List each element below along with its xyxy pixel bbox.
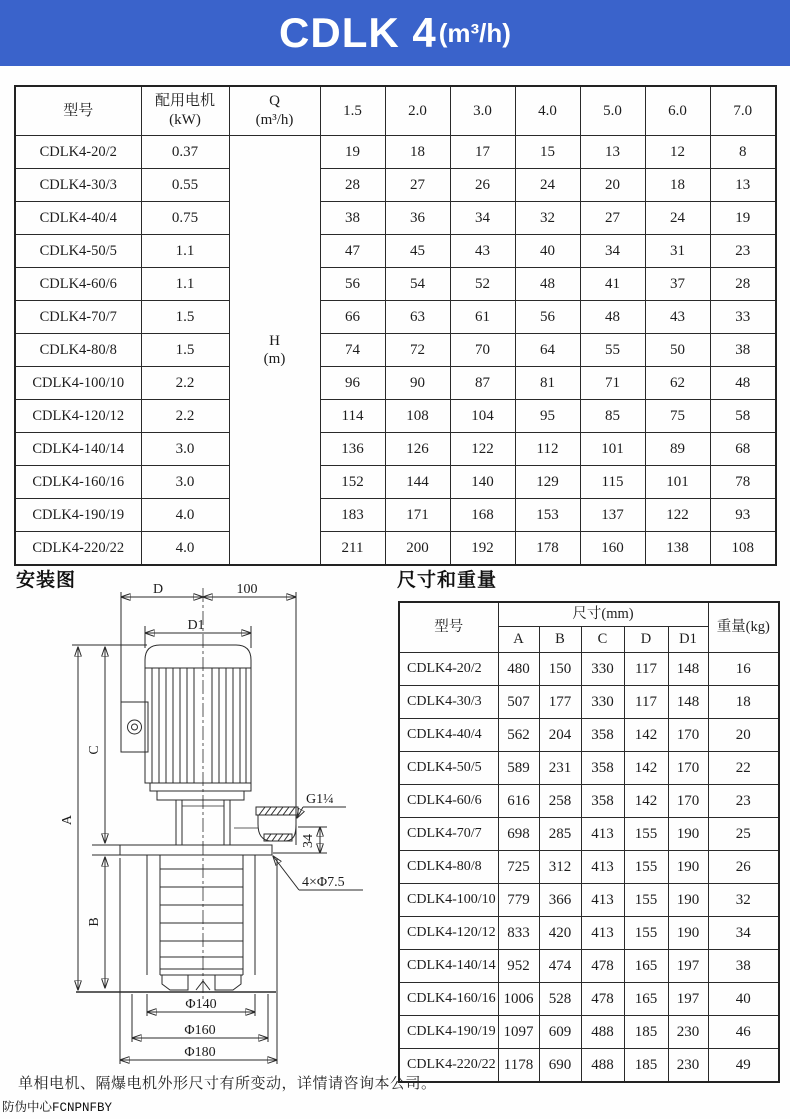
- head-value-cell: 87: [450, 367, 515, 400]
- dim-b-cell: 528: [539, 983, 581, 1016]
- col-header-q1: 1.5: [320, 86, 385, 136]
- dimensions-row: [399, 884, 779, 917]
- head-value-cell: 115: [580, 466, 645, 499]
- dim-c-cell: 488: [581, 1016, 624, 1049]
- col-header-dims-model: 型号: [399, 602, 498, 653]
- junction-box-gland-outer: [128, 720, 142, 734]
- model-cell: CDLK4-80/8: [399, 851, 498, 884]
- col-header-flow: Q (m³/h): [229, 86, 320, 136]
- installation-diagram: [6, 583, 384, 1083]
- dim-label-180: Φ180: [184, 1045, 216, 1060]
- weight-cell: 26: [708, 851, 779, 884]
- motor-kw-cell: 4.0: [141, 499, 229, 532]
- head-value-cell: 138: [645, 532, 710, 566]
- page-title-unit: (m³/h): [438, 18, 511, 48]
- head-value-cell: 192: [450, 532, 515, 566]
- dim-a-cell: 616: [498, 785, 539, 818]
- dimensions-row: [399, 752, 779, 785]
- dimensions-row: [399, 851, 779, 884]
- model-cell: CDLK4-220/22: [15, 532, 141, 566]
- head-value-cell: 54: [385, 268, 450, 301]
- head-value-cell: 27: [580, 202, 645, 235]
- head-value-cell: 64: [515, 334, 580, 367]
- dim-d1-cell: 148: [668, 686, 708, 719]
- dim-d1-cell: 170: [668, 785, 708, 818]
- dim-d-cell: 155: [624, 917, 668, 950]
- model-cell: CDLK4-60/6: [399, 785, 498, 818]
- dim-c-cell: 358: [581, 752, 624, 785]
- dim-d-cell: 155: [624, 851, 668, 884]
- dim-b-cell: 285: [539, 818, 581, 851]
- col-header-d1: D1: [668, 627, 708, 653]
- dimensions-row: [399, 818, 779, 851]
- dim-d-cell: 185: [624, 1049, 668, 1083]
- head-value-cell: 38: [710, 334, 776, 367]
- motor-kw-cell: 4.0: [141, 532, 229, 566]
- weight-cell: 46: [708, 1016, 779, 1049]
- model-cell: CDLK4-50/5: [399, 752, 498, 785]
- dim-d1-cell: 190: [668, 851, 708, 884]
- dim-b-cell: 231: [539, 752, 581, 785]
- dim-b-cell: 474: [539, 950, 581, 983]
- head-value-cell: 168: [450, 499, 515, 532]
- head-value-cell: 152: [320, 466, 385, 499]
- model-cell: CDLK4-80/8: [15, 334, 141, 367]
- motor-kw-cell: 0.37: [141, 136, 229, 169]
- junction-box-gland-inner: [132, 724, 138, 730]
- head-value-cell: 136: [320, 433, 385, 466]
- weight-cell: 34: [708, 917, 779, 950]
- head-value-cell: 122: [450, 433, 515, 466]
- head-value-cell: 18: [645, 169, 710, 202]
- col-header-d: D: [624, 627, 668, 653]
- dim-d-cell: 165: [624, 950, 668, 983]
- performance-table: [14, 85, 777, 566]
- dimensions-row: [399, 719, 779, 752]
- dim-c-cell: 330: [581, 653, 624, 686]
- weight-cell: 18: [708, 686, 779, 719]
- head-value-cell: 114: [320, 400, 385, 433]
- performance-header-row: [15, 86, 776, 136]
- col-header-q3: 3.0: [450, 86, 515, 136]
- head-value-cell: 112: [515, 433, 580, 466]
- dim-d-cell: 155: [624, 884, 668, 917]
- motor-kw-cell: 1.1: [141, 235, 229, 268]
- page-header: [0, 0, 790, 66]
- head-value-cell: 93: [710, 499, 776, 532]
- performance-row: [15, 301, 776, 334]
- dim-d-cell: 142: [624, 719, 668, 752]
- dim-a-cell: 833: [498, 917, 539, 950]
- head-value-cell: 24: [645, 202, 710, 235]
- dim-c-cell: 358: [581, 719, 624, 752]
- dim-d-cell: 142: [624, 785, 668, 818]
- performance-row: [15, 169, 776, 202]
- dim-d-cell: 165: [624, 983, 668, 1016]
- head-value-cell: 144: [385, 466, 450, 499]
- dim-a-cell: 725: [498, 851, 539, 884]
- head-value-cell: 43: [450, 235, 515, 268]
- col-header-dims-group: 尺寸(mm): [498, 602, 708, 627]
- model-cell: CDLK4-50/5: [15, 235, 141, 268]
- head-value-cell: 48: [710, 367, 776, 400]
- dim-label-a: A: [60, 814, 75, 826]
- dim-d-cell: 142: [624, 752, 668, 785]
- motor-kw-cell: 3.0: [141, 433, 229, 466]
- head-value-cell: 27: [385, 169, 450, 202]
- model-cell: CDLK4-160/16: [15, 466, 141, 499]
- motor-kw-cell: 2.2: [141, 367, 229, 400]
- dim-a-cell: 562: [498, 719, 539, 752]
- head-value-cell: 96: [320, 367, 385, 400]
- head-value-cell: 28: [320, 169, 385, 202]
- dim-label-b: B: [87, 917, 102, 927]
- model-cell: CDLK4-20/2: [15, 136, 141, 169]
- dim-d1-cell: 197: [668, 983, 708, 1016]
- section-title-dimensions: 尺寸和重量: [397, 570, 498, 591]
- weight-cell: 38: [708, 950, 779, 983]
- dim-d1-cell: 148: [668, 653, 708, 686]
- head-value-cell: 34: [580, 235, 645, 268]
- model-cell: CDLK4-100/10: [15, 367, 141, 400]
- dim-a-cell: 1178: [498, 1049, 539, 1083]
- model-cell: CDLK4-100/10: [399, 884, 498, 917]
- pump-foot-right: [215, 975, 241, 990]
- head-value-cell: 153: [515, 499, 580, 532]
- head-value-cell: 56: [515, 301, 580, 334]
- dimensions-table-body: [399, 653, 779, 1083]
- model-cell: CDLK4-70/7: [15, 301, 141, 334]
- col-header-q5: 5.0: [580, 86, 645, 136]
- head-value-cell: 137: [580, 499, 645, 532]
- weight-cell: 22: [708, 752, 779, 785]
- head-value-cell: 62: [645, 367, 710, 400]
- motor-kw-cell: 2.2: [141, 400, 229, 433]
- section-title-installation: 安装图: [16, 570, 77, 591]
- dim-a-cell: 589: [498, 752, 539, 785]
- head-value-cell: 19: [710, 202, 776, 235]
- model-cell: CDLK4-140/14: [399, 950, 498, 983]
- pump-barrel: [147, 855, 255, 990]
- head-value-cell: 31: [645, 235, 710, 268]
- dim-d1-cell: 170: [668, 752, 708, 785]
- motor-shoulder: [157, 791, 244, 800]
- dimensions-row: [399, 950, 779, 983]
- model-cell: CDLK4-30/3: [399, 686, 498, 719]
- dim-c-cell: 358: [581, 785, 624, 818]
- head-value-cell: 41: [580, 268, 645, 301]
- dim-c-cell: 413: [581, 917, 624, 950]
- head-value-cell: 56: [320, 268, 385, 301]
- head-value-cell: 8: [710, 136, 776, 169]
- motor-kw-cell: 1.1: [141, 268, 229, 301]
- dim-label-100: 100: [236, 583, 258, 597]
- head-value-cell: 34: [450, 202, 515, 235]
- head-value-cell: 19: [320, 136, 385, 169]
- dim-label-160: Φ160: [184, 1023, 216, 1038]
- dim-label-thread: G1¼: [306, 792, 334, 807]
- dimensions-row: [399, 917, 779, 950]
- dim-label-34: 34: [301, 834, 316, 848]
- head-value-cell: 160: [580, 532, 645, 566]
- dim-b-cell: 177: [539, 686, 581, 719]
- dim-label-d: D: [152, 583, 164, 597]
- dim-a-cell: 952: [498, 950, 539, 983]
- head-value-cell: 63: [385, 301, 450, 334]
- dim-b-cell: 312: [539, 851, 581, 884]
- model-cell: CDLK4-40/4: [399, 719, 498, 752]
- col-header-c: C: [581, 627, 624, 653]
- weight-cell: 16: [708, 653, 779, 686]
- dim-c-cell: 478: [581, 983, 624, 1016]
- model-cell: CDLK4-140/14: [15, 433, 141, 466]
- dim-d-cell: 155: [624, 818, 668, 851]
- dimensions-row: [399, 785, 779, 818]
- dim-b-cell: 609: [539, 1016, 581, 1049]
- head-value-cell: 45: [385, 235, 450, 268]
- performance-row: [15, 334, 776, 367]
- model-cell: CDLK4-20/2: [399, 653, 498, 686]
- weight-cell: 49: [708, 1049, 779, 1083]
- dimensions-header-row-1: [399, 602, 779, 627]
- model-cell: CDLK4-220/22: [399, 1049, 498, 1083]
- head-value-cell: 26: [450, 169, 515, 202]
- col-header-weight: 重量(kg): [708, 602, 779, 653]
- head-value-cell: 37: [645, 268, 710, 301]
- dim-d1-cell: 190: [668, 884, 708, 917]
- dim-a-cell: 1006: [498, 983, 539, 1016]
- head-value-cell: 200: [385, 532, 450, 566]
- dim-d1-cell: 230: [668, 1016, 708, 1049]
- performance-row: [15, 268, 776, 301]
- head-unit-merged-cell: H (m): [229, 136, 320, 566]
- dim-c-cell: 413: [581, 851, 624, 884]
- head-value-cell: 70: [450, 334, 515, 367]
- dimensions-row: [399, 686, 779, 719]
- head-value-cell: 33: [710, 301, 776, 334]
- head-value-cell: 36: [385, 202, 450, 235]
- head-value-cell: 178: [515, 532, 580, 566]
- performance-row: [15, 400, 776, 433]
- model-cell: CDLK4-120/12: [399, 917, 498, 950]
- junction-box: [121, 702, 148, 752]
- head-value-cell: 129: [515, 466, 580, 499]
- head-value-cell: 52: [450, 268, 515, 301]
- performance-table-body: [15, 136, 776, 566]
- performance-row: [15, 466, 776, 499]
- dim-c-cell: 478: [581, 950, 624, 983]
- model-cell: CDLK4-60/6: [15, 268, 141, 301]
- dim-d1-cell: 190: [668, 917, 708, 950]
- head-value-cell: 28: [710, 268, 776, 301]
- weight-cell: 25: [708, 818, 779, 851]
- head-value-cell: 104: [450, 400, 515, 433]
- head-value-cell: 122: [645, 499, 710, 532]
- col-header-q6: 6.0: [645, 86, 710, 136]
- dim-b-cell: 690: [539, 1049, 581, 1083]
- dim-label-140: Φ140: [185, 997, 217, 1012]
- head-value-cell: 108: [385, 400, 450, 433]
- head-value-cell: 13: [580, 136, 645, 169]
- motor-fins: [152, 668, 246, 783]
- page-title: CDLK 4: [279, 9, 437, 56]
- head-value-cell: 85: [580, 400, 645, 433]
- performance-row: [15, 202, 776, 235]
- model-cell: CDLK4-30/3: [15, 169, 141, 202]
- dim-a-cell: 698: [498, 818, 539, 851]
- head-value-cell: 68: [710, 433, 776, 466]
- dimensions-row: [399, 1049, 779, 1083]
- head-value-cell: 32: [515, 202, 580, 235]
- pipe-port: [234, 807, 298, 841]
- head-value-cell: 140: [450, 466, 515, 499]
- head-value-cell: 211: [320, 532, 385, 566]
- performance-row: [15, 367, 776, 400]
- dim-a-cell: 480: [498, 653, 539, 686]
- dim-a-cell: 1097: [498, 1016, 539, 1049]
- head-value-cell: 61: [450, 301, 515, 334]
- head-value-cell: 66: [320, 301, 385, 334]
- head-value-cell: 24: [515, 169, 580, 202]
- dim-d-cell: 117: [624, 686, 668, 719]
- col-header-q7: 7.0: [710, 86, 776, 136]
- head-value-cell: 89: [645, 433, 710, 466]
- performance-row: [15, 532, 776, 566]
- model-cell: CDLK4-160/16: [399, 983, 498, 1016]
- dim-d1-cell: 230: [668, 1049, 708, 1083]
- dim-a-cell: 507: [498, 686, 539, 719]
- head-value-cell: 90: [385, 367, 450, 400]
- head-value-cell: 18: [385, 136, 450, 169]
- col-header-a: A: [498, 627, 539, 653]
- head-value-cell: 72: [385, 334, 450, 367]
- dim-d1-cell: 170: [668, 719, 708, 752]
- head-value-cell: 55: [580, 334, 645, 367]
- dim-d1-cell: 197: [668, 950, 708, 983]
- head-value-cell: 101: [645, 466, 710, 499]
- dim-d-cell: 185: [624, 1016, 668, 1049]
- col-header-q4: 4.0: [515, 86, 580, 136]
- col-header-b: B: [539, 627, 581, 653]
- dim-b-cell: 420: [539, 917, 581, 950]
- dim-label-holes: 4×Φ7.5: [302, 875, 345, 890]
- performance-row: [15, 433, 776, 466]
- head-value-cell: 48: [515, 268, 580, 301]
- head-value-cell: 75: [645, 400, 710, 433]
- head-value-cell: 101: [580, 433, 645, 466]
- dimensions-row: [399, 1016, 779, 1049]
- motor-bottom-band: [150, 783, 251, 791]
- head-value-cell: 81: [515, 367, 580, 400]
- watermark: 防伪中心FCNPNFBY: [2, 1101, 113, 1115]
- col-header-q2: 2.0: [385, 86, 450, 136]
- head-value-cell: 126: [385, 433, 450, 466]
- dim-b-cell: 258: [539, 785, 581, 818]
- weight-cell: 40: [708, 983, 779, 1016]
- model-cell: CDLK4-40/4: [15, 202, 141, 235]
- dim-b-cell: 366: [539, 884, 581, 917]
- head-value-cell: 38: [320, 202, 385, 235]
- model-cell: CDLK4-70/7: [399, 818, 498, 851]
- dim-c-cell: 488: [581, 1049, 624, 1083]
- motor-kw-cell: 0.75: [141, 202, 229, 235]
- dim-c-cell: 413: [581, 818, 624, 851]
- weight-cell: 32: [708, 884, 779, 917]
- weight-cell: 20: [708, 719, 779, 752]
- dimensions-row: [399, 983, 779, 1016]
- dim-d-cell: 117: [624, 653, 668, 686]
- motor-kw-cell: 3.0: [141, 466, 229, 499]
- dimensions-row: [399, 653, 779, 686]
- head-value-cell: 171: [385, 499, 450, 532]
- footer-note: 单相电机、隔爆电机外形尺寸有所变动，详情请咨询本公司。: [18, 1076, 437, 1092]
- head-value-cell: 48: [580, 301, 645, 334]
- head-value-cell: 71: [580, 367, 645, 400]
- head-value-cell: 15: [515, 136, 580, 169]
- model-cell: CDLK4-190/19: [399, 1016, 498, 1049]
- dim-b-cell: 150: [539, 653, 581, 686]
- weight-cell: 23: [708, 785, 779, 818]
- head-value-cell: 17: [450, 136, 515, 169]
- col-header-motor: 配用电机 (kW): [141, 86, 229, 136]
- performance-row: [15, 136, 776, 169]
- dim-d1-cell: 190: [668, 818, 708, 851]
- dim-a-cell: 779: [498, 884, 539, 917]
- dim-label-d1: D1: [187, 618, 205, 633]
- head-value-cell: 13: [710, 169, 776, 202]
- head-value-cell: 40: [515, 235, 580, 268]
- head-value-cell: 108: [710, 532, 776, 566]
- head-value-cell: 50: [645, 334, 710, 367]
- motor-kw-cell: 1.5: [141, 334, 229, 367]
- head-value-cell: 58: [710, 400, 776, 433]
- dim-c-cell: 330: [581, 686, 624, 719]
- head-value-cell: 74: [320, 334, 385, 367]
- motor-outline: [145, 645, 251, 783]
- model-cell: CDLK4-190/19: [15, 499, 141, 532]
- head-value-cell: 95: [515, 400, 580, 433]
- head-value-cell: 23: [710, 235, 776, 268]
- head-value-cell: 47: [320, 235, 385, 268]
- head-value-cell: 20: [580, 169, 645, 202]
- dim-c-cell: 413: [581, 884, 624, 917]
- performance-row: [15, 235, 776, 268]
- model-cell: CDLK4-120/12: [15, 400, 141, 433]
- performance-row: [15, 499, 776, 532]
- dim-b-cell: 204: [539, 719, 581, 752]
- pump-foot-left: [162, 975, 188, 990]
- col-header-model: 型号: [15, 86, 141, 136]
- head-value-cell: 183: [320, 499, 385, 532]
- dim-label-c: C: [87, 745, 102, 755]
- head-value-cell: 12: [645, 136, 710, 169]
- dimensions-table: [398, 601, 780, 1083]
- motor-kw-cell: 1.5: [141, 301, 229, 334]
- mounting-flange: [120, 845, 272, 855]
- head-value-cell: 43: [645, 301, 710, 334]
- head-value-cell: 78: [710, 466, 776, 499]
- motor-kw-cell: 0.55: [141, 169, 229, 202]
